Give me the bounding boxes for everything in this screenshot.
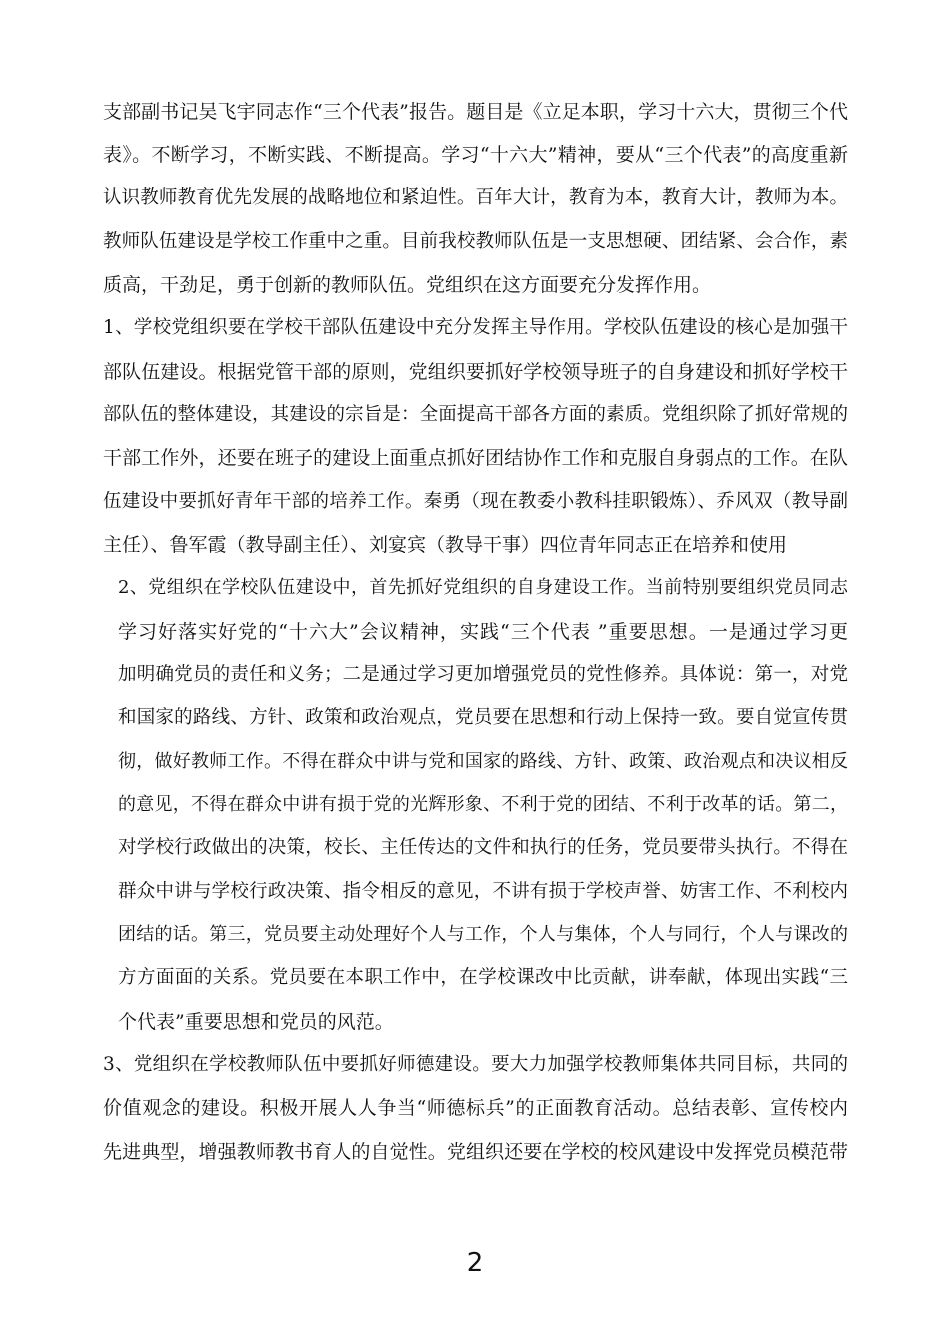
text-line: 加明确党员的责任和义务；二是通过学习更加增强党员的党性修养。具体说：第一，对党 [118, 664, 848, 685]
text-line: 的意见，不得在群众中讲有损于党的光辉形象、不利于党的团结、不利于改革的话。第二， [118, 794, 848, 815]
text-line: 对学校行政做出的决策，校长、主任传达的文件和执行的任务，党员要带头执行。不得在 [118, 837, 848, 858]
text-line: 部队伍的整体建设，其建设的宗旨是：全面提高干部各方面的素质。党组织除了抓好常规的 [103, 404, 848, 425]
text-line: 方方面面的关系。党员要在本职工作中，在学校课改中比贡献，讲奉献，体现出实践“三 [118, 967, 848, 988]
page-number: 2 [466, 1248, 484, 1278]
text-line: 主任）、鲁军霞（教导副主任）、刘宴宾（教导干事）四位青年同志正在培养和使用 [103, 534, 788, 556]
text-line: 支部副书记吴飞宇同志作“三个代表”报告。题目是《立足本职，学习十六大，贯彻三个代 [103, 101, 848, 123]
text-line: 群众中讲与学校行政决策、指令相反的意见，不讲有损于学校声誉、妨害工作、不利校内 [118, 881, 848, 902]
text-line: 伍建设中要抓好青年干部的培养工作。秦勇（现在教委小教科挂职锻炼）、乔风双（教导副 [103, 491, 848, 512]
text-line: 1、学校党组织要在学校干部队伍建设中充分发挥主导作用。学校队伍建设的核心是加强干 [103, 317, 848, 338]
text-line: 个代表”重要思想和党员的风范。 [118, 1011, 394, 1033]
text-line: 团结的话。第三，党员要主动处理好个人与工作，个人与集体，个人与同行，个人与课改的 [118, 924, 848, 945]
text-line: 彻，做好教师工作。不得在群众中讲与党和国家的路线、方针、政策、政治观点和决议相反 [118, 751, 848, 772]
text-line: 表》。不断学习，不断实践、不断提高。学习“十六大”精神，要从“三个代表”的高度重新 [103, 144, 848, 166]
text-line: 部队伍建设。根据党管干部的原则，党组织要抓好学校领导班子的自身建设和抓好学校干 [103, 361, 848, 383]
text-line: 干部工作外，还要在班子的建设上面重点抓好团结协作工作和克服自身弱点的工作。在队 [103, 447, 848, 469]
text-line: 认识教师教育优先发展的战略地位和紧迫性。百年大计，教育为本，教育大计，教师为本。 [103, 187, 848, 208]
text-line: 2、党组织在学校队伍建设中，首先抓好党组织的自身建设工作。当前特别要组织党员同志 [118, 577, 848, 598]
text-line: 质高，干劲足，勇于创新的教师队伍。党组织在这方面要充分发挥作用。 [103, 274, 712, 296]
text-line: 先进典型，增强教师教书育人的自觉性。党组织还要在学校的校风建设中发挥党员模范带 [103, 1141, 848, 1163]
text-line: 学习好落实好党的“十六大”会议精神，实践“三个代表 ”重要思想。一是通过学习更 [118, 621, 848, 643]
text-line: 3、党组织在学校教师队伍中要抓好师德建设。要大力加强学校教师集体共同目标，共同的 [103, 1054, 848, 1075]
text-line: 价值观念的建设。积极开展人人争当“师德标兵”的正面教育活动。总结表彰、宣传校内 [103, 1097, 848, 1119]
text-line: 和国家的路线、方针、政策和政治观点，党员要在思想和行动上保持一致。要自觉宣传贯 [118, 707, 848, 728]
text-line: 教师队伍建设是学校工作重中之重。目前我校教师队伍是一支思想硬、团结紧、会合作，素 [103, 231, 848, 252]
